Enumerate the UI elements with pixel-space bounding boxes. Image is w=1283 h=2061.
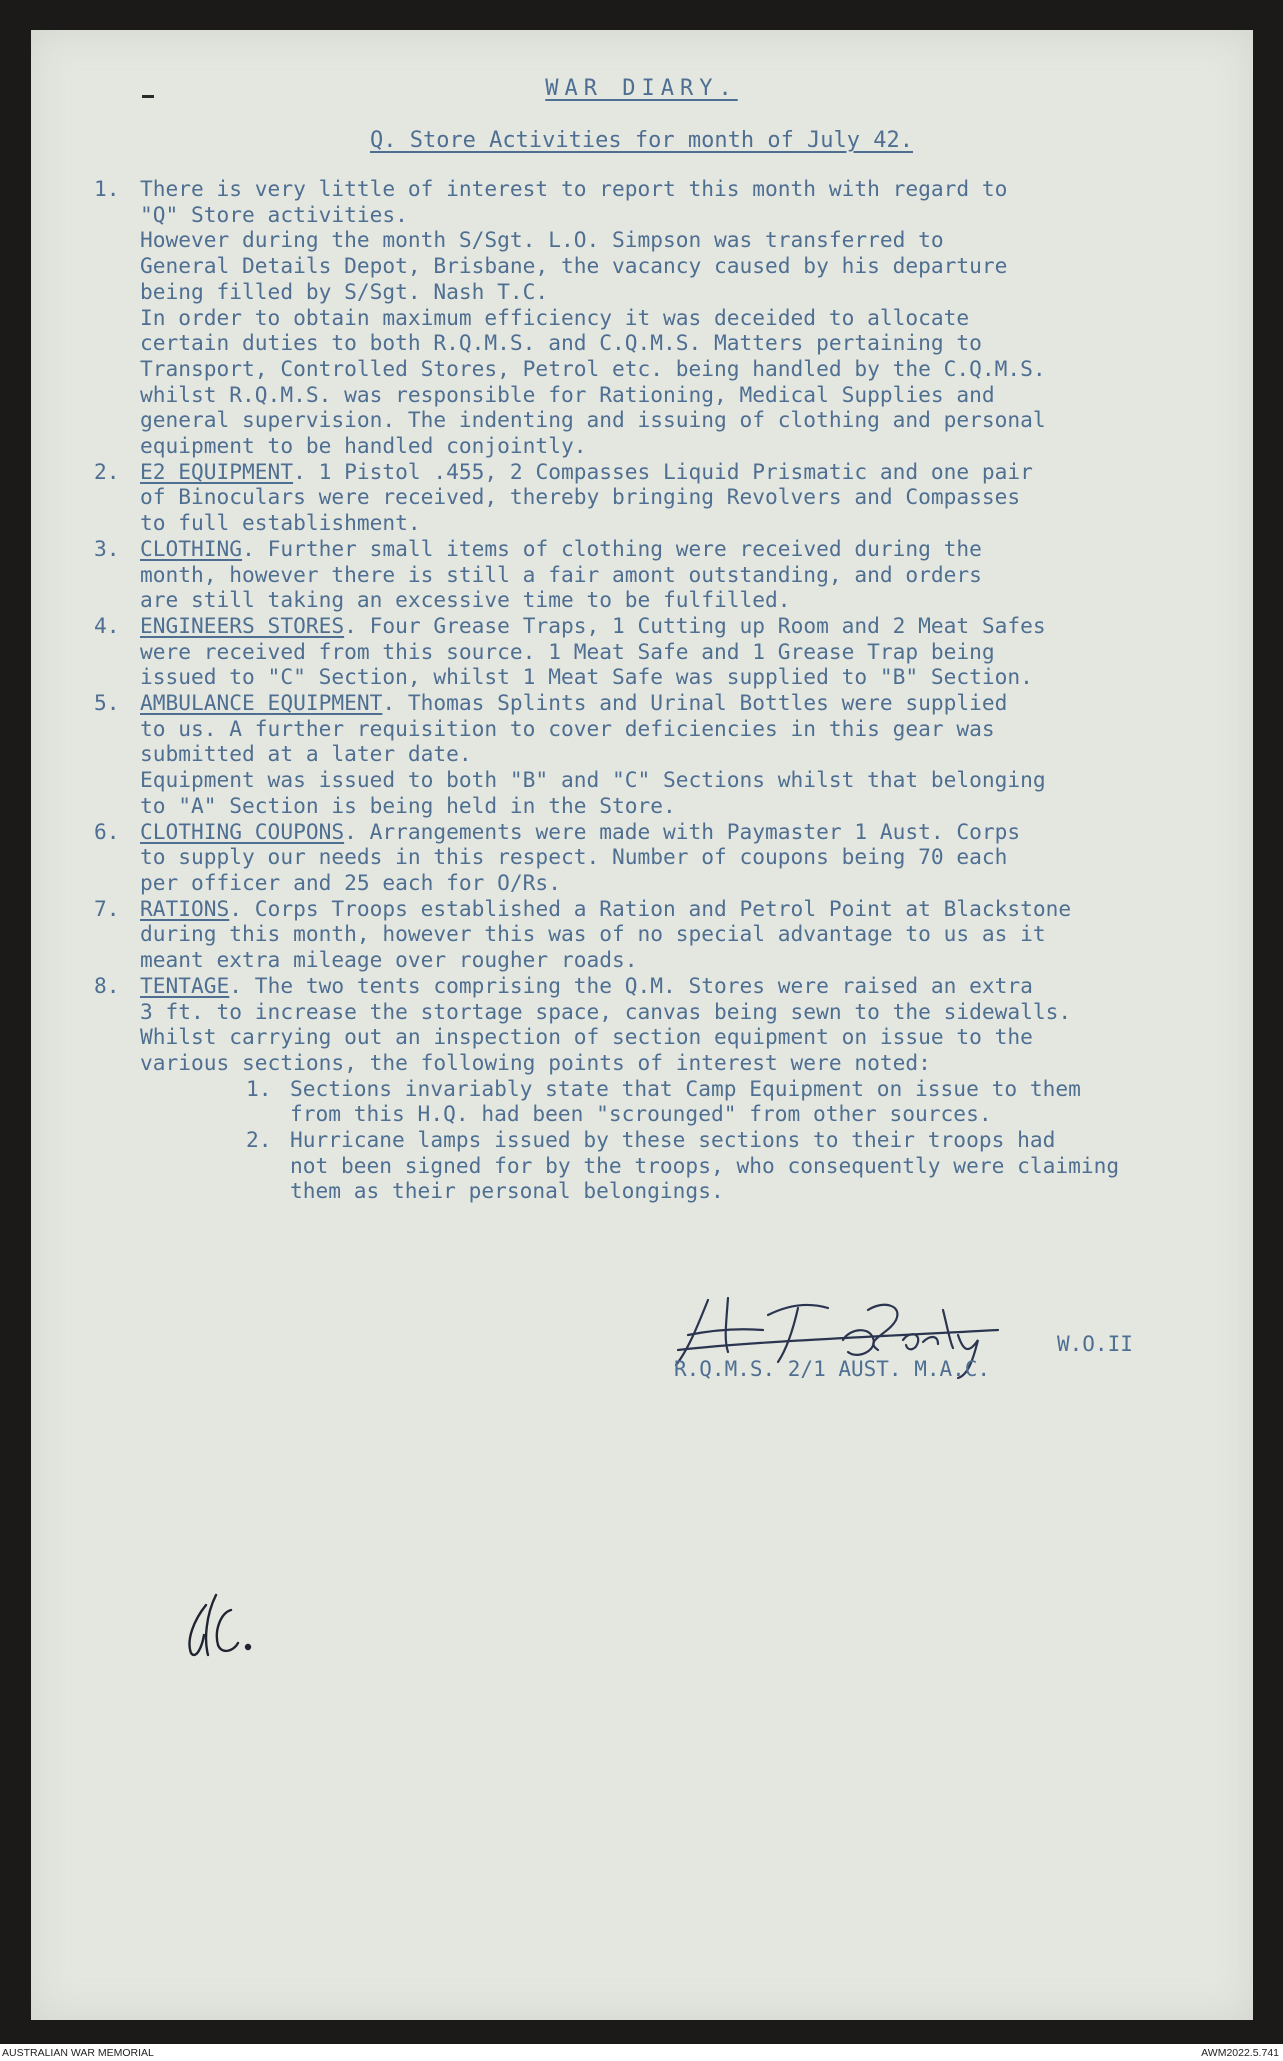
diary-item [94,690,1264,819]
line-text: . Arrangements were made with Paymaster 1 Aust. Corps [344,818,1021,844]
line-text: submitted at a later date. [140,741,472,767]
diary-item [94,176,1264,459]
line-text: . Corps Troops established a Ration and Petrol Point at Blackstone [229,895,1072,921]
line-text: . Thomas Splints and Urinal Bottles were supplied [382,690,1008,716]
line-text: month, however there is still a fair amont outstanding, and orders [140,561,982,587]
item-line [140,664,1264,690]
sub-item-number: 1. [246,1075,272,1101]
sub-item-line: from this H.Q. had been "scrounged" from other sources. [290,1101,992,1127]
item-number: 6. [94,818,120,844]
signatory-title: R.Q.M.S. 2/1 AUST. M.A.C. [674,1357,991,1381]
item-number: 4. [94,612,120,638]
line-text: to us. A further requisition to cover deficiencies in this gear was [140,715,995,741]
section-heading: RATIONS [140,895,230,921]
line-text: equipment to be handled conjointly. [140,433,587,459]
item-line [140,279,1264,305]
item-number: 2. [94,458,120,484]
item-line [140,819,1264,845]
diary-item [94,613,1264,690]
sub-item [246,1076,1264,1127]
item-line [140,921,1264,947]
diary-item [94,973,1264,1204]
item-line [140,587,1264,613]
line-text: issued to "C" Section, whilst 1 Meat Safe was supplied to "B" Section. [140,664,1033,690]
item-line [140,433,1264,459]
section-heading: TENTAGE [140,972,230,998]
line-text: per officer and 25 each for O/Rs. [140,869,561,895]
item-line [140,407,1264,433]
line-text: . 1 Pistol .455, 2 Compasses Liquid Prismatic and one pair [293,458,1033,484]
item-line [140,947,1264,973]
line-text: various sections, the following points of interest were noted: [140,1049,931,1075]
sub-item-line: them as their personal belongings. [290,1178,724,1204]
line-text: . Further small items of clothing were received during the [242,535,982,561]
line-text: Whilst carrying out an inspection of section equipment on issue to the [140,1024,1033,1050]
sub-item-line: Hurricane lamps issued by these sections to their troops had [290,1127,1056,1153]
item-line [140,613,1264,639]
section-heading: AMBULANCE EQUIPMENT [140,690,383,716]
item-line [140,870,1264,896]
item-content [140,896,1264,973]
item-content [140,176,1264,459]
diary-item [94,896,1264,973]
signatory-rank: W.O.II [1057,1332,1133,1356]
line-text: However during the month S/Sgt. L.O. Simpson was transferred to [140,227,944,253]
item-content [140,459,1264,536]
line-text: certain duties to both R.Q.M.S. and C.Q.M.S. Matters pertaining to [140,330,982,356]
section-heading: ENGINEERS STORES [140,612,345,638]
line-text: "Q" Store activities. [140,201,408,227]
item-content [140,536,1264,613]
item-content [140,819,1264,896]
sub-item [246,1127,1264,1204]
section-heading: CLOTHING [140,535,243,561]
sub-item-content [290,1127,1119,1204]
line-text: to full establishment. [140,510,421,536]
line-text: whilst R.Q.M.S. was responsible for Rationing, Medical Supplies and [140,381,995,407]
item-line [140,973,1264,999]
item-line [140,176,1264,202]
line-text: General Details Depot, Brisbane, the vacancy caused by his departure [140,253,1008,279]
sub-item-number: 2. [246,1127,272,1153]
item-line [140,793,1264,819]
diary-body [94,176,1264,1204]
item-line [140,639,1264,665]
line-text: were received from this source. 1 Meat Safe and 1 Grease Trap being [140,638,995,664]
item-line [140,459,1264,485]
item-line [140,305,1264,331]
line-text: are still taking an excessive time to be fulfilled. [140,587,791,613]
footer-archive-name: AUSTRALIAN WAR MEMORIAL [2,2047,154,2059]
item-line [140,844,1264,870]
line-text: . Four Grease Traps, 1 Cutting up Room and 2 Meat Safes [344,612,1046,638]
line-text: during this month, however this was of no special advantage to us as it [140,921,1046,947]
item-line [140,253,1264,279]
diary-item [94,536,1264,613]
line-text: . The two tents comprising the Q.M. Stores were raised an extra [229,972,1033,998]
item-line [140,716,1264,742]
document-title: WAR DIARY. [545,76,738,101]
line-text: to "A" Section is being held in the Store. [140,792,676,818]
item-line [140,356,1264,382]
item-line [140,896,1264,922]
item-line [140,690,1264,716]
item-line [140,202,1264,228]
item-number: 3. [94,535,120,561]
sub-item-line: Sections invariably state that Camp Equipment on issue to them [290,1075,1081,1101]
line-text: There is very little of interest to report this month with regard to [140,176,1008,201]
document-subtitle: Q. Store Activities for month of July 42. [369,128,914,153]
line-text: 3 ft. to increase the stortage space, canvas being sewn to the sidewalls. [140,998,1072,1024]
item-content [140,690,1264,819]
item-line [140,741,1264,767]
item-number: 7. [94,895,120,921]
item-line [140,767,1264,793]
line-text: In order to obtain maximum efficiency it was deceided to allocate [140,304,970,330]
diary-item [94,819,1264,896]
footer-archive-id: AWM2022.5.741 [1201,2047,1279,2059]
item-line [140,510,1264,536]
line-text: to supply our needs in this respect. Number of coupons being 70 each [140,844,1008,870]
item-number: 5. [94,690,120,716]
line-text: meant extra mileage over rougher roads. [140,947,638,973]
section-heading: CLOTHING COUPONS [140,818,345,844]
item-line [140,1024,1264,1050]
line-text: Transport, Controlled Stores, Petrol etc. being handled by the C.Q.M.S. [140,355,1046,381]
item-line [140,227,1264,253]
item-line [140,1050,1264,1076]
item-number: 8. [94,972,120,998]
item-content [140,613,1264,690]
item-content [140,973,1264,1204]
line-text: general supervision. The indenting and issuing of clothing and personal [140,407,1046,433]
line-text: of Binoculars were received, thereby bringing Revolvers and Compasses [140,484,1021,510]
line-text: being filled by S/Sgt. Nash T.C. [140,278,549,304]
item-number: 1. [94,176,120,201]
item-line [140,562,1264,588]
line-text: Equipment was issued to both "B" and "C" Sections whilst that belonging [140,767,1046,793]
sub-item-content [290,1076,1081,1127]
sub-item-line: not been signed for by the troops, who consequently were claiming [290,1152,1120,1178]
section-heading: E2 EQUIPMENT [140,458,294,484]
item-line [140,999,1264,1025]
item-line [140,330,1264,356]
handwritten-initial-mark [176,1585,276,1665]
diary-item [94,459,1264,536]
item-line [140,484,1264,510]
item-line [140,536,1264,562]
item-line [140,382,1264,408]
